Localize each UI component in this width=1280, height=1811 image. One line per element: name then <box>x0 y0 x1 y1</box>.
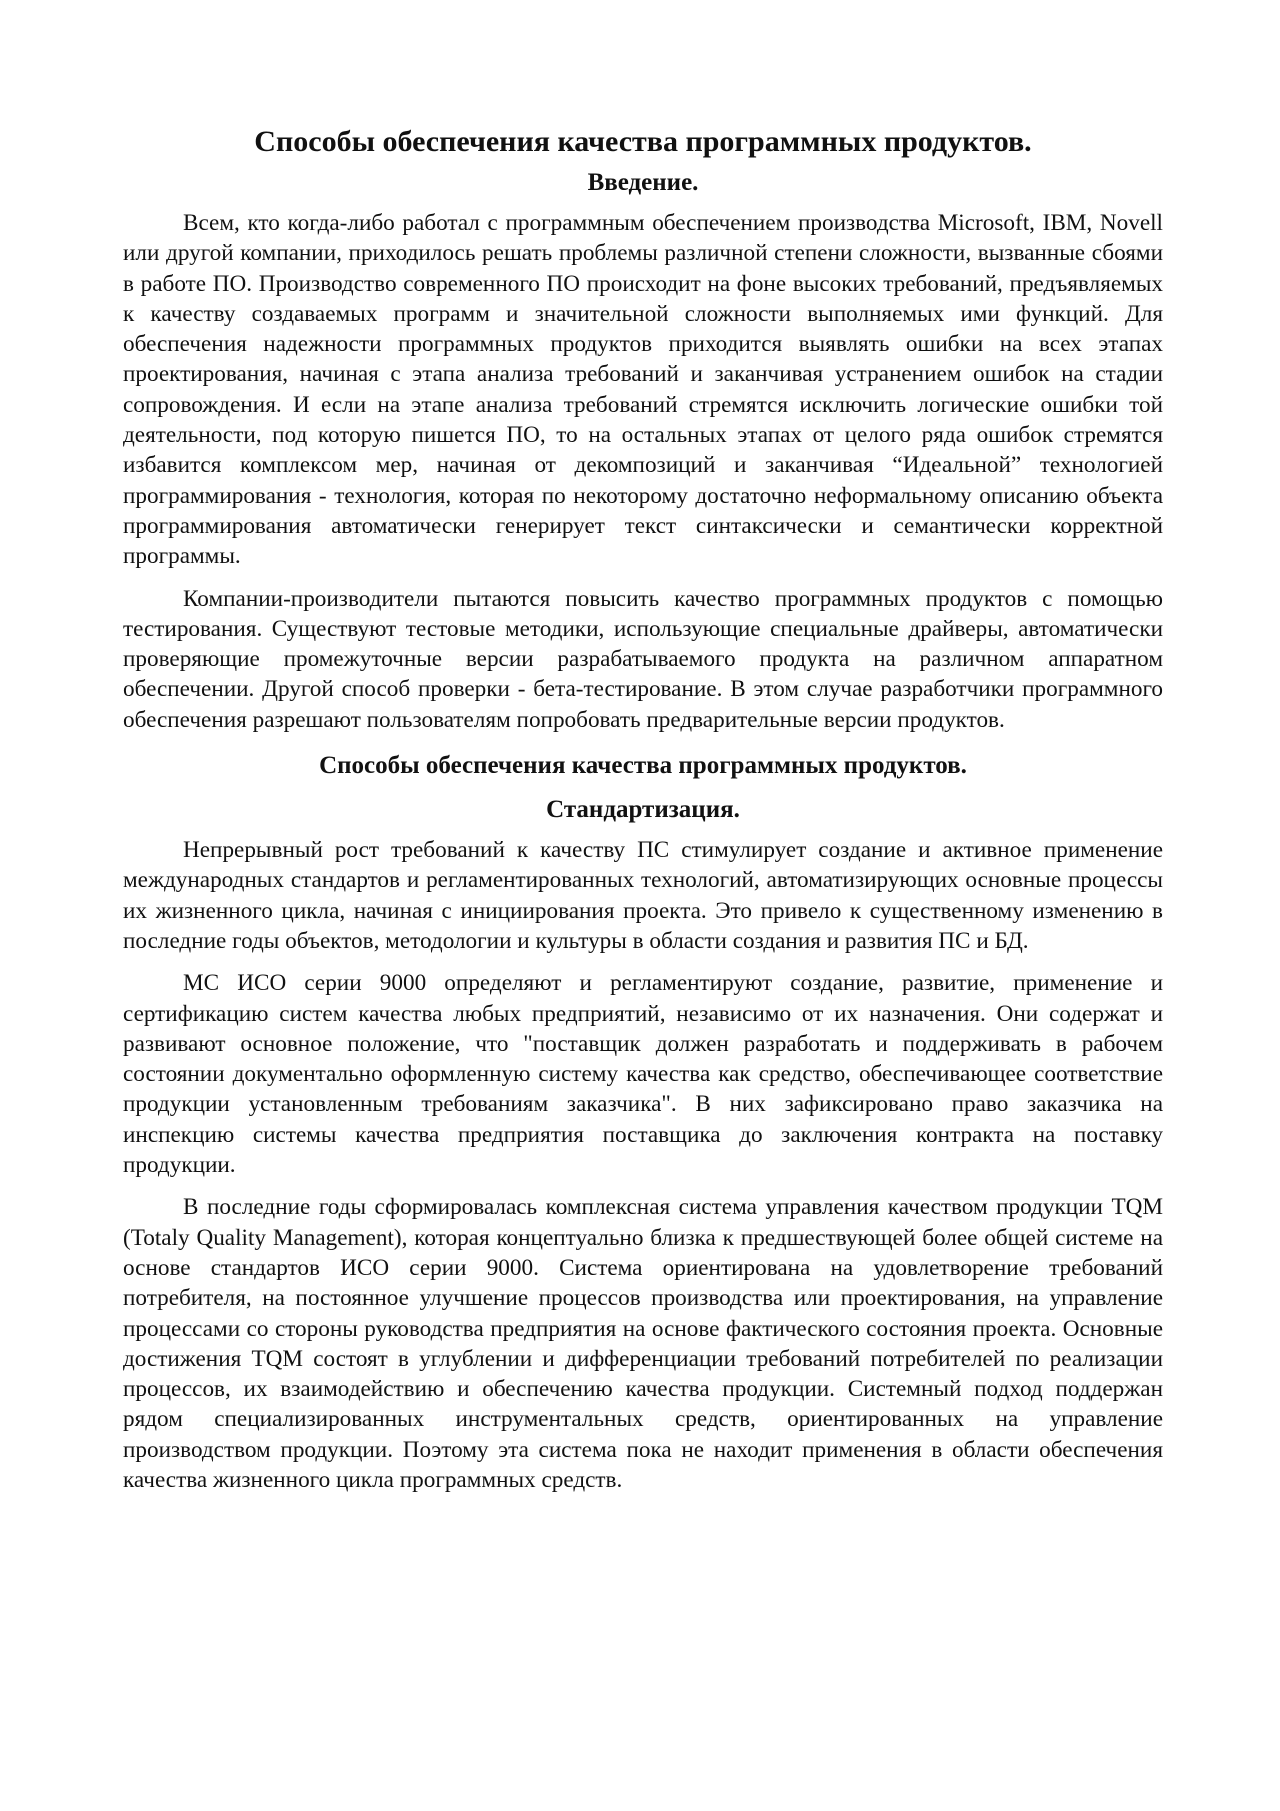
section-paragraph: МС ИСО серии 9000 определяют и регламентируют создание, развитие, применение и сертификацию систем качества любых предприятий, независимо от их назначения. Они содержат и развивают основное положение, что "поставщик должен разработать и поддерживать в рабочем состоянии документально оформленную систему качества как средство, обеспечивающее соответствие продукции установленным требованиям заказчика". В них зафиксировано право заказчика на инспекцию системы качества предприятия поставщика до заключения контракта на поставку продукции. <box>123 970 1163 1179</box>
intro-paragraph: Компании-производители пытаются повысить качество программных продуктов с помощью тестирования. Существуют тестовые методики, использующие специальные драйверы, автоматически проверяющие промежуточные версии разрабатываемого продукта на различном аппаратном обеспечении. Другой способ проверки - бета-тестирование. В этом случае разработчики программного обеспечения разрешают пользователям попробовать предварительные версии продуктов. <box>123 585 1163 733</box>
document-body <box>123 122 1163 1507</box>
section-heading-standardization: Стандартизация. <box>546 796 740 824</box>
section-paragraph: В последние годы сформировалась комплексная система управления качеством продукции TQM (Totaly Quality Management), которая концептуально близка к предшествующей более общей системе на основе стандартов ИСО серии 9000. Система ориентирована на удовлетворение требований потребителя, на постоянное улучшение процессов производства или проектирования, на управление процессами со стороны руководства предприятия на основе фактического состояния проекта. Основные достижения TQM состоят в углублении и дифференциации требований потребителей по реализации процессов, их взаимодействию и обеспечению качества продукции. Системный подход поддержан рядом специализированных инструментальных средств, ориентированных на управление производством продукции. Поэтому эта система пока не находит применения в области обеспечения качества жизненного цикла программных средств. <box>123 1194 1163 1493</box>
page-title: Способы обеспечения качества программных продуктов. <box>254 125 1032 158</box>
intro-heading: Введение. <box>587 169 699 196</box>
section-title: Способы обеспечения качества программных продуктов. <box>319 752 967 780</box>
section-paragraph: Непрерывный рост требований к качеству ПС стимулирует создание и активное применение международных стандартов и регламентированных технологий, автоматизирующих основные процессы их жизненного цикла, начиная с инициирования проекта. Это привело к существенному изменению в последние годы объектов, методологии и культуры в области создания и развития ПС и БД. <box>123 837 1163 954</box>
intro-paragraph: Всем, кто когда-либо работал с программным обеспечением производства Microsoft, IBM, Novell или другой компании, приходилось решать проблемы различной степени сложности, вызванные сбоями в работе ПО. Производство современного ПО происходит на фоне высоких требований, предъявляемых к качеству создаваемых программ и значительной сложности выполняемых ими функций. Для обеспечения надежности программных продуктов приходится выявлять ошибки на всех этапах проектирования, начиная с этапа анализа требований и заканчивая устранением ошибок на стадии сопровождения. И если на этапе анализа требований стремятся исключить логические ошибки той деятельности, под которую пишется ПО, то на остальных этапах от целого ряда ошибок стремятся избавится комплексом мер, начиная от декомпозиций и заканчивая “Идеальной” технологией программирования - технология, которая по некоторому достаточно неформальному описанию объекта программирования автоматически генерирует текст синтаксически и семантически корректной программы. <box>123 210 1163 570</box>
